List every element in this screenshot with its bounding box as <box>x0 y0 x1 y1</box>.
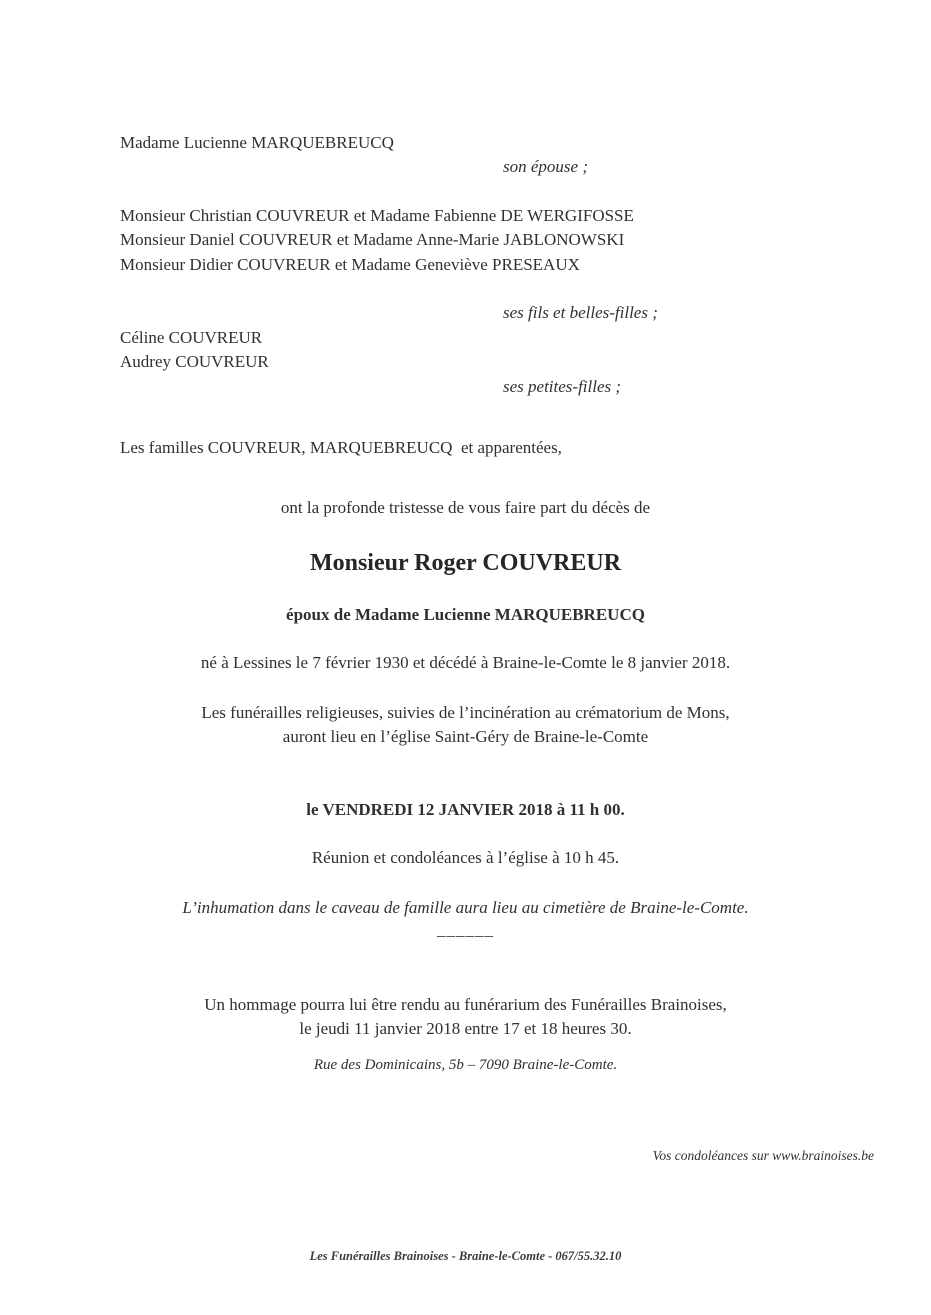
funeral-line-2: auront lieu en l’église Saint-Géry de Braine-le-Comte <box>282 727 649 746</box>
life-dates-line: né à Lessines le 7 février 1930 et décédé à Braine-le-Comte le 8 janvier 2018. <box>200 653 731 672</box>
funeral-home-address: Rue des Dominicains, 5b – 7090 Braine-le-Comte. <box>313 1057 618 1073</box>
condolences-line: Vos condoléances sur www.brainoises.be <box>652 1148 874 1163</box>
sons-relation-label: ses fils et belles-filles ; <box>503 303 658 322</box>
deceased-name: Monsieur Roger COUVREUR <box>309 550 622 576</box>
son-couple-3: Monsieur Didier COUVREUR et Madame Geneviève PRESEAUX <box>120 255 580 274</box>
spouse-relation-label: son épouse ; <box>503 157 588 176</box>
section-divider: ______ <box>437 920 494 939</box>
burial-line: L’inhumation dans le caveau de famille aura lieu au cimetière de Braine-le-Comte. <box>182 898 749 917</box>
granddaughter-1: Céline COUVREUR <box>120 328 263 347</box>
funeral-line-1: Les funérailles religieuses, suivies de l’incinération au crématorium de Mons, <box>201 703 730 722</box>
gathering-line: Réunion et condoléances à l’église à 10 h 45. <box>311 848 620 867</box>
son-couple-1: Monsieur Christian COUVREUR et Madame Fabienne DE WERGIFOSSE <box>120 206 634 225</box>
deceased-subtitle: époux de Madame Lucienne MARQUEBREUCQ <box>286 605 645 624</box>
granddaughter-2: Audrey COUVREUR <box>120 352 269 371</box>
intro-line: ont la profonde tristesse de vous faire part du décès de <box>280 498 651 517</box>
ceremony-datetime: le VENDREDI 12 JANVIER 2018 à 11 h 00. <box>306 800 625 819</box>
son-couple-2: Monsieur Daniel COUVREUR et Madame Anne-Marie JABLONOWSKI <box>120 230 625 249</box>
tribute-line-2: le jeudi 11 janvier 2018 entre 17 et 18 heures 30. <box>299 1019 632 1038</box>
families-line: Les familles COUVREUR, MARQUEBREUCQ et apparentées, <box>120 438 562 457</box>
footer-funeral-home-info: Les Funérailles Brainoises - Braine-le-Comte - 067/55.32.10 <box>309 1249 622 1263</box>
tribute-line-1: Un hommage pourra lui être rendu au funérarium des Funérailles Brainoises, <box>204 995 727 1014</box>
spouse-name: Madame Lucienne MARQUEBREUCQ <box>120 133 394 152</box>
granddaughters-relation-label: ses petites-filles ; <box>503 377 622 396</box>
